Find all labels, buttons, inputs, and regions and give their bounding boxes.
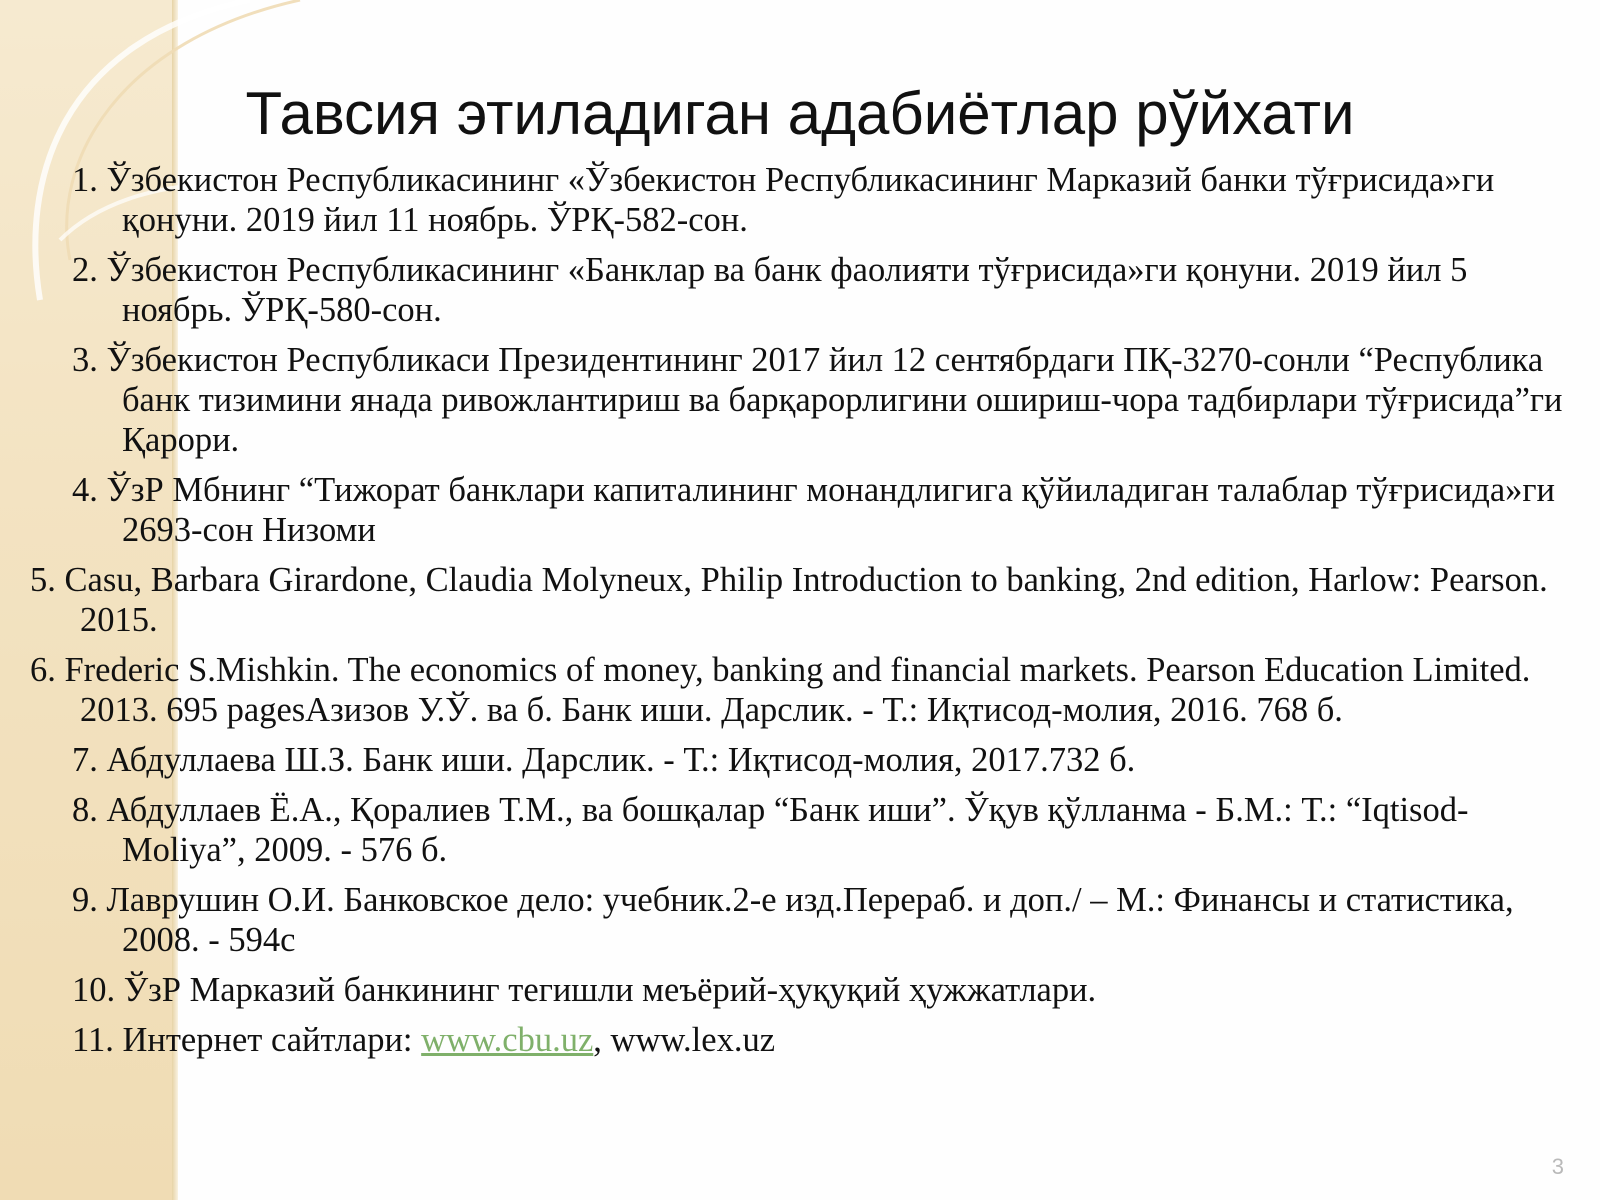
reference-item-11 xyxy=(36,1020,1578,1060)
reference-item-1: 1. Ўзбекистон Республикасининг «Ўзбекистон Республикасининг Марказий банки тўғрисида»ги қонуни. 2019 йил 11 ноябрь. ЎРҚ-582-сон. xyxy=(72,161,1495,239)
reference-item-7: 7. Абдуллаева Ш.З. Банк иши. Дарслик. - Т.: Иқтисод-молия, 2017.732 б. xyxy=(72,741,1136,779)
cbu-link[interactable]: www.cbu.uz xyxy=(421,1021,594,1059)
reference-item-11-suffix: , www.lex.uz xyxy=(593,1021,776,1059)
reference-item-9: 9. Лаврушин О.И. Банковское дело: учебник.2-е изд.Перераб. и доп./ – М.: Финансы и статистика, 2008. - 594с xyxy=(72,881,1514,959)
reference-item-4: 4. ЎзР Мбнинг “Тижорат банклари капиталининг монандлигига қўйиладиган талаблар тўғрисида»ги 2693-сон Низоми xyxy=(72,471,1556,549)
reference-item-3: 3. Ўзбекистон Республикаси Президентининг 2017 йил 12 сентябрдаги ПҚ-3270-сонли “Республика банк тизимини янада ривожлантириш ва барқарорлигини ошириш-чора тадбирлари тўғрисида”ги Қарори. xyxy=(72,341,1563,459)
reference-item-2: 2. Ўзбекистон Республикасининг «Банклар ва банк фаолияти тўғрисида»ги қонуни. 2019 йил 5 ноябрь. ЎРҚ-580-сон. xyxy=(72,251,1468,329)
reference-list xyxy=(28,160,1578,1070)
reference-item-6: 6. Frederic S.Mishkin. The economics of money, banking and financial markets. Pearson Education Limited. 2013. 695 pagesАзизов У.Ў. ва б. Банк иши. Дарслик. - Т.: Иқтисод-молия, 2016. 768 б. xyxy=(30,651,1531,729)
page-title: Тавсия этиладиган адабиётлар рўйхати xyxy=(245,80,1355,147)
reference-item-10: 10. ЎзР Марказий банкининг тегишли меъёрий-ҳуқуқий ҳужжатлари. xyxy=(72,971,1097,1009)
reference-item-8: 8. Абдуллаев Ё.А., Қоралиев Т.М., ва бошқалар “Банк иши”. Ўқув қўлланма - Б.М.: Т.: “Iqtisod-Moliya”, 2009. - 576 б. xyxy=(72,791,1469,869)
slide-number: 3 xyxy=(1551,1154,1564,1179)
reference-item-11-prefix: 11. Интернет сайтлари: xyxy=(72,1021,422,1059)
reference-item-5: 5. Casu, Barbara Girardone, Claudia Molyneux, Philip Introduction to banking, 2nd edition, Harlow: Pearson. 2015. xyxy=(30,561,1548,639)
